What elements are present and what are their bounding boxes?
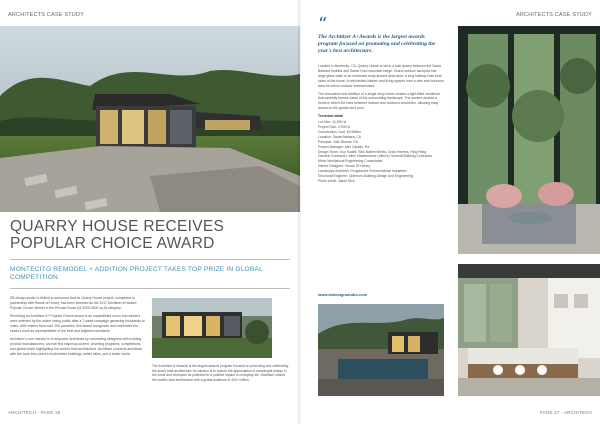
- living-room-photo: [458, 26, 600, 254]
- kitchen-photo: [458, 264, 600, 396]
- pool-terrace-photo: [318, 304, 444, 396]
- right-page: [300, 0, 600, 424]
- technical-detail-list: [318, 120, 444, 184]
- technical-detail-item: Landscape Architect: Progressive Environmental Industries: [318, 169, 407, 174]
- running-head-left: ARCHITECTS CASE STUDY: [8, 12, 85, 18]
- technical-detail-item: Principal: Josh Blumer, Ra: [318, 139, 358, 144]
- running-head-right: ARCHITECTS CASE STUDY: [515, 12, 592, 18]
- technical-detail-item: Project Size: 2,900 sf: [318, 124, 351, 129]
- technical-detail-item: Location: Santa Barbara, CA: [318, 134, 362, 139]
- divider-rule-top: [10, 259, 290, 260]
- technical-detail-item: Photo credit: Jason Rick: [318, 178, 355, 183]
- hero-house-photo: [0, 26, 300, 212]
- technical-detail-heading: Technical detail: [318, 114, 344, 119]
- page-headline: QUARRY HOUSE RECEIVES POPULAR CHOICE AWARD: [10, 218, 225, 252]
- pull-quote: The Architizer A+Awards is the largest awards program focused on promoting and celebrating the year's best architecture.: [318, 34, 436, 55]
- technical-detail-item: Mech Mechanical Engineering Consultants: [318, 159, 383, 164]
- body-paragraph: Architizer's core mission is to empower Architects by connecting designers with building product manufacturers, and we find inspiring content, unveiling programs, competitions, and global reach highlighting the world's best architecture. Architizer connects architects with the tools they need to build better buildings, better cities, and a better world.: [10, 337, 143, 356]
- technical-detail-item: General Contractor: Allen Maintenance (Allen's) General Building Contractor: [318, 154, 433, 159]
- technical-detail-item: Lot Size: 41,500 sf: [318, 120, 347, 125]
- body-paragraph: Receiving an Architizer A+ Popular Choice award is an unparalleled honor and winners were selected by the online voting public after a 7-week campaign garnering thousands of votes. With entries from over 100 countries, this award recognizes and celebrates the studio's work as representative of the best and brightest worldwide.: [10, 314, 145, 333]
- website-link[interactable]: www.sbdesignstudio.com: [318, 292, 368, 297]
- page-subhead: MONTECITO REMODEL + ADDITION PROJECT TAKES TOP PRIZE IN GLOBAL COMPETITION: [10, 266, 263, 281]
- technical-detail-item: Project Manager: Alex Gaudin, Ra: [318, 144, 370, 149]
- technical-detail-item: Structural Engineer: Optimum Building Design And Engineering: [318, 174, 413, 179]
- body-paragraph: SB design studio is thrilled to announce that its Quarry House project, completed in partnership with House of Honey, has been selected as the 2017 Architizer A+Award Popular Choice Winner in the Private House (M 2000-4000 sq ft) category.: [10, 296, 137, 310]
- left-body-column: [10, 296, 146, 360]
- page-footer-right: PAGE 27 - ARCHITECH: [539, 410, 592, 415]
- quote-mark-icon: “: [318, 14, 328, 35]
- body-paragraph: The renovation and addition of a single story home creates a light-filled residence that carefully frames views of the surrounding landscape. The owners desired a home in which the lines between indoors and outdoors would blur, allowing easy access to the garden and pool.: [318, 91, 440, 111]
- technical-detail-item: Construction Cost: $3 Million: [318, 129, 362, 134]
- technical-detail-item: Interior Designer: House Of Honey: [318, 164, 371, 169]
- body-paragraph: Located in Montecito, CA, Quarry House is set in a lush quarry between the Santa Barbara foothills and Santa Ynez mountain range. Grand outdoor canopies link large glass walls to an enhanced wrap-around deck area. A long hallway links both sides of the home. A refurbished kitchen and living spaces form a new and luxurious area for indoor-outdoor entertainment.: [318, 64, 444, 88]
- image-caption: The Architizer A+Awards is the largest awards program focused on promoting and celebrating the year's best architecture. Its mission is to nurture the appreciation of meaningful design in the world and champion its potential for a positive impact on everyday life. Architizer shared the world's best architecture with a global audience of 400+ million.: [152, 364, 289, 382]
- divider-rule-bottom: [10, 288, 290, 289]
- house-exterior-thumbnail: [152, 298, 272, 358]
- technical-detail-item: Design Team: Guy Kudell, Ravi Baheri Mehta, Graci Herrera, Hing Pang: [318, 149, 427, 154]
- page-footer-left: ARCHITECH - PAGE 26: [8, 410, 61, 415]
- right-body-column: [318, 64, 444, 184]
